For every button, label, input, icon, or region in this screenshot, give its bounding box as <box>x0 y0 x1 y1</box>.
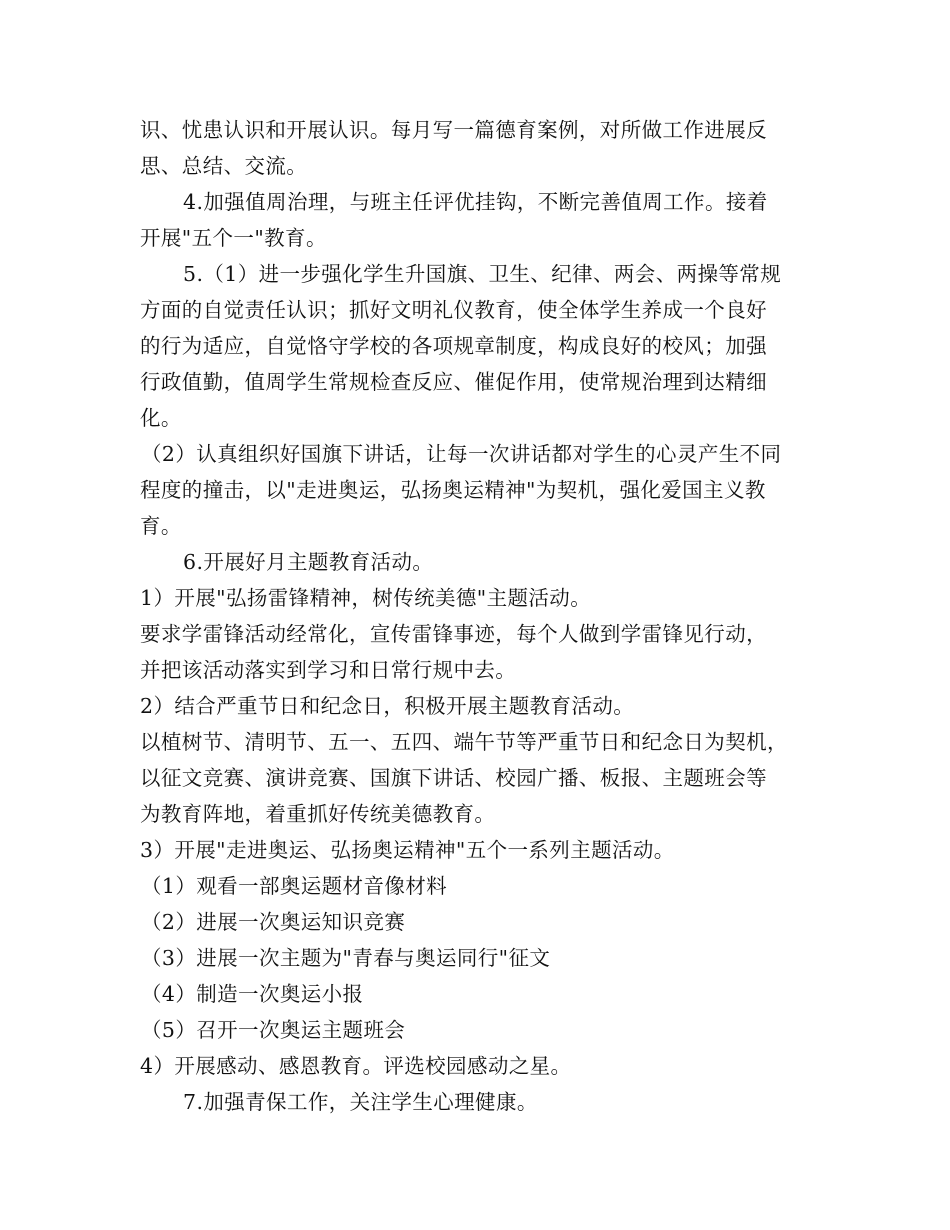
text-line: 开展"五个一"教育。 <box>140 226 327 250</box>
text-line: （2）进展一次奥运知识竞赛 <box>141 910 406 934</box>
text-line: 3）开展"走进奥运、弘扬奥运精神"五个一系列主题活动。 <box>140 838 675 862</box>
text-line: （5）召开一次奥运主题班会 <box>141 1018 406 1042</box>
text-line: 育。 <box>140 514 182 538</box>
text-line: 为教育阵地，着重抓好传统美德教育。 <box>140 802 496 826</box>
text-line: 并把该活动落实到学习和日常行规中去。 <box>140 658 517 682</box>
text-line: 7.加强青保工作，关注学生心理健康。 <box>183 1090 538 1114</box>
text-line: 化。 <box>140 406 182 430</box>
text-line: 4）开展感动、感恩教育。评选校园感动之星。 <box>140 1054 572 1078</box>
text-line: 4.加强值周治理，与班主任评优挂钩，不断完善值周工作。接着 <box>183 190 768 214</box>
text-line: （3）进展一次主题为"青春与奥运同行"征文 <box>141 946 551 970</box>
text-line: 2）结合严重节日和纪念日，积极开展主题教育活动。 <box>140 694 635 718</box>
text-line: 要求学雷锋活动经常化，宣传雷锋事迹，每个人做到学雷锋见行动， <box>140 622 767 646</box>
text-line: 5.（1）进一步强化学生升国旗、卫生、纪律、两会、两操等常规 <box>183 262 782 286</box>
text-line: 以征文竞赛、演讲竞赛、国旗下讲话、校园广播、板报、主题班会等 <box>140 766 767 790</box>
text-line: 方面的自觉责任认识；抓好文明礼仪教育，使全体学生养成一个良好 <box>140 298 767 322</box>
text-line: 的行为适应，自觉恪守学校的各项规章制度，构成良好的校风；加强 <box>140 334 767 358</box>
text-line: 6.开展好月主题教育活动。 <box>183 550 434 574</box>
text-line: 行政值勤，值周学生常规检查反应、催促作用，使常规治理到达精细 <box>140 370 767 394</box>
text-line: （2）认真组织好国旗下讲话，让每一次讲话都对学生的心灵产生不同 <box>141 442 782 466</box>
text-line: 程度的撞击，以"走进奥运，弘扬奥运精神"为契机，强化爱国主义教 <box>140 478 766 502</box>
text-line: 以植树节、清明节、五一、五四、端午节等严重节日和纪念日为契机， <box>140 730 788 754</box>
text-line: 思、总结、交流。 <box>140 154 308 178</box>
text-line: 1）开展"弘扬雷锋精神，树传统美德"主题活动。 <box>140 586 592 610</box>
text-line: （4）制造一次奥运小报 <box>141 982 364 1006</box>
text-line: （1）观看一部奥运题材音像材料 <box>141 874 448 898</box>
text-line: 识、忧患认识和开展认识。每月写一篇德育案例，对所做工作进展反 <box>140 118 767 142</box>
